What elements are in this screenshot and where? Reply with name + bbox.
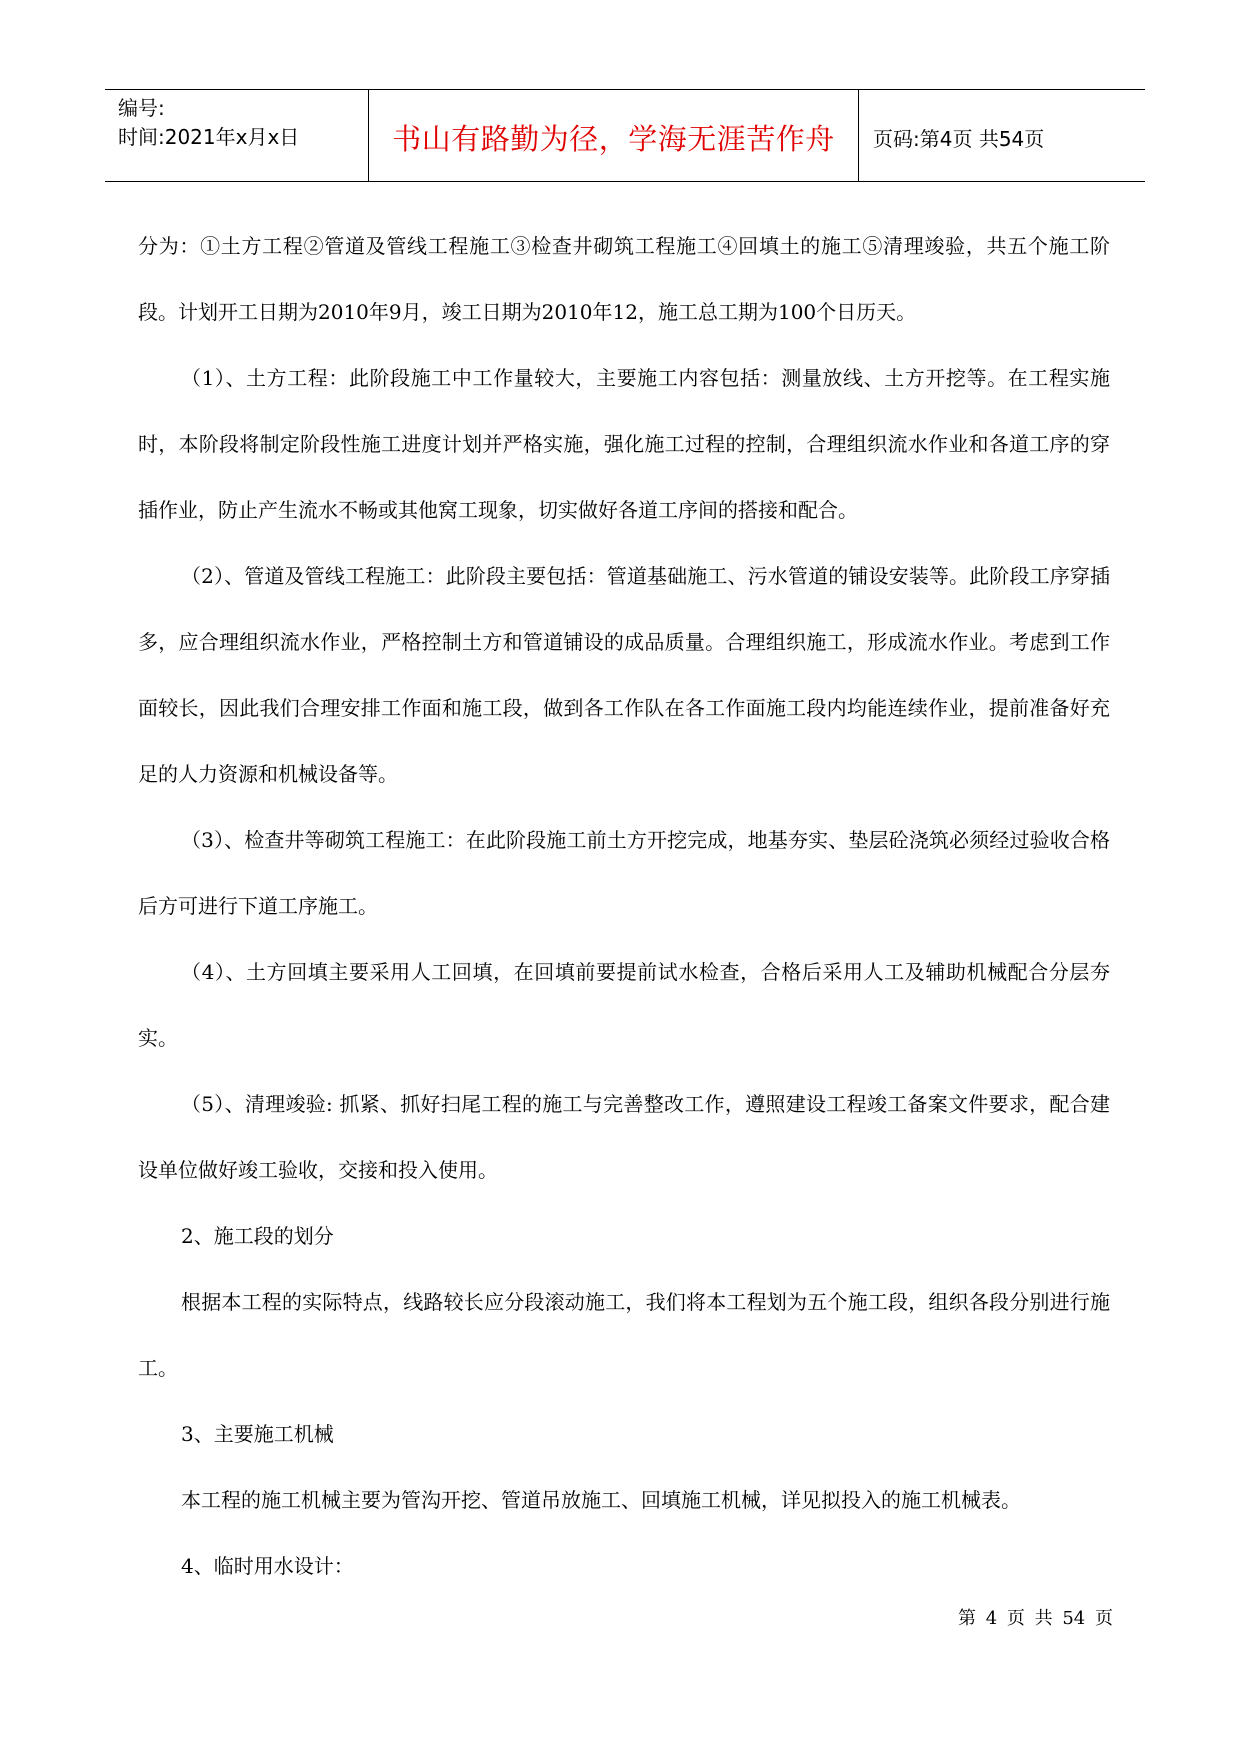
body-paragraph: （1）、土方工程：此阶段施工中工作量较大，主要施工内容包括：测量放线、土方开挖等。在工程实施时，本阶段将制定阶段性施工进度计划并严格实施，强化施工过程的控制，合理组织流水作业和各道工序的穿插作业，防止产生流水不畅或其他窝工现象，切实做好各道工序间的搭接和配合。 (138, 366, 1110, 522)
document-number-label: 编号: (118, 96, 165, 120)
body-paragraph: 分为：①土方工程②管道及管线工程施工③检查井砌筑工程施工④回填土的施工⑤清理竣验，共五个施工阶段。计划开工日期为2010年9月，竣工日期为2010年12，施工总工期为100个日历天。 (138, 234, 1110, 324)
section-heading: 2、施工段的划分 (181, 1224, 334, 1248)
page-footer: 第 4 页 共 54 页 (958, 1608, 1113, 1629)
document-body (138, 213, 1110, 1599)
body-paragraph: （2）、管道及管线工程施工：此阶段主要包括：管道基础施工、污水管道的铺设安装等。此阶段工序穿插多，应合理组织流水作业，严格控制土方和管道铺设的成品质量。合理组织施工，形成流水作业。考虑到工作面较长，因此我们合理安排工作面和施工段，做到各工作队在各工作面施工段内均能连续作业，提前准备好充足的人力资源和机械设备等。 (138, 564, 1110, 786)
section-heading: 4、临时用水设计： (181, 1554, 354, 1578)
body-paragraph: （4）、土方回填主要采用人工回填，在回填前要提前试水检查，合格后采用人工及辅助机械配合分层夯实。 (138, 960, 1110, 1050)
header-motto: 书山有路勤为径，学海无涯苦作舟 (369, 90, 859, 181)
body-paragraph: 根据本工程的实际特点，线路较长应分段滚动施工，我们将本工程划为五个施工段，组织各段分别进行施工。 (138, 1290, 1110, 1380)
section-heading: 3、主要施工机械 (181, 1422, 334, 1446)
body-paragraph: （5）、清理竣验: 抓紧、抓好扫尾工程的施工与完善整改工作，遵照建设工程竣工备案文件要求，配合建设单位做好竣工验收，交接和投入使用。 (138, 1092, 1110, 1182)
header-meta (105, 90, 369, 181)
document-header (105, 89, 1145, 182)
document-time-label: 时间:2021年x月x日 (118, 125, 300, 149)
body-paragraph: （3）、检查井等砌筑工程施工：在此阶段施工前土方开挖完成，地基夯实、垫层砼浇筑必须经过验收合格后方可进行下道工序施工。 (138, 828, 1110, 918)
body-paragraph: 本工程的施工机械主要为管沟开挖、管道吊放施工、回填施工机械，详见拟投入的施工机械表。 (181, 1488, 1021, 1512)
header-page-info: 页码:第4页 共54页 (873, 127, 1045, 151)
